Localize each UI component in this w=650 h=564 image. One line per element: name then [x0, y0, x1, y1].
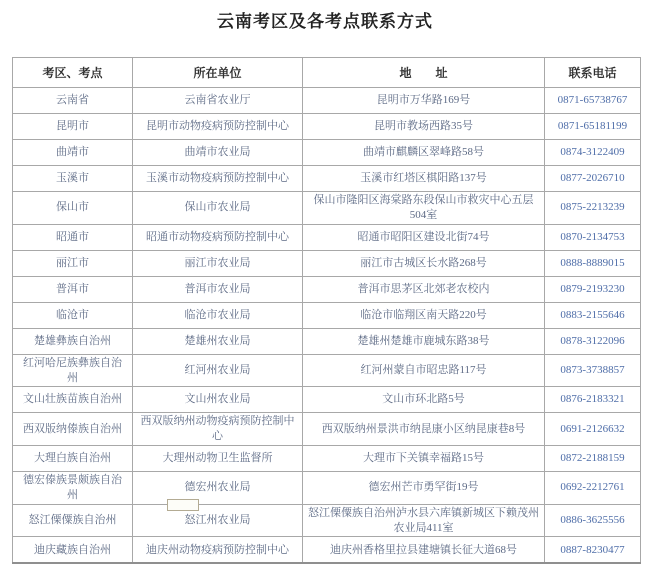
cell-phone: 0886-3625556	[545, 504, 641, 537]
cell-address: 红河州蒙自市昭忠路117号	[303, 354, 545, 387]
col-header-address: 地 址	[303, 58, 545, 88]
table-row	[13, 446, 641, 472]
table-row	[13, 537, 641, 564]
table-row	[13, 192, 641, 225]
cell-address: 迪庆州香格里拉县建塘镇长征大道68号	[303, 537, 545, 564]
cell-address: 昆明市教场西路35号	[303, 114, 545, 140]
table-row	[13, 387, 641, 413]
table-row	[13, 504, 641, 537]
table-body	[13, 88, 641, 564]
cell-phone: 0691-2126632	[545, 413, 641, 446]
cell-region: 保山市	[13, 192, 133, 225]
cell-phone: 0877-2026710	[545, 166, 641, 192]
cell-phone: 0883-2155646	[545, 302, 641, 328]
table-row	[13, 472, 641, 505]
cell-phone: 0872-2188159	[545, 446, 641, 472]
cell-phone: 0871-65181199	[545, 114, 641, 140]
cell-phone: 0874-3122409	[545, 140, 641, 166]
cell-unit: 文山州农业局	[133, 387, 303, 413]
cell-phone: 0873-3738857	[545, 354, 641, 387]
cell-unit: 西双版纳州动物疫病预防控制中心	[133, 413, 303, 446]
cell-region: 丽江市	[13, 250, 133, 276]
cell-address: 临沧市临翔区南天路220号	[303, 302, 545, 328]
cell-address: 文山市环北路5号	[303, 387, 545, 413]
cell-phone: 0878-3122096	[545, 328, 641, 354]
cell-region: 怒江傈僳族自治州	[13, 504, 133, 537]
cell-unit: 昆明市动物疫病预防控制中心	[133, 114, 303, 140]
cell-unit: 楚雄州农业局	[133, 328, 303, 354]
table-row	[13, 328, 641, 354]
cell-region: 玉溪市	[13, 166, 133, 192]
cell-region: 文山壮族苗族自治州	[13, 387, 133, 413]
cell-phone: 0879-2193230	[545, 276, 641, 302]
col-header-phone: 联系电话	[545, 58, 641, 88]
table-row	[13, 276, 641, 302]
cell-address: 曲靖市麒麟区翠峰路58号	[303, 140, 545, 166]
cell-phone: 0876-2183321	[545, 387, 641, 413]
col-header-region: 考区、考点	[13, 58, 133, 88]
col-header-unit: 所在单位	[133, 58, 303, 88]
cell-unit: 红河州农业局	[133, 354, 303, 387]
cell-address: 昭通市昭阳区建设北街74号	[303, 224, 545, 250]
cell-region: 红河哈尼族彝族自治州	[13, 354, 133, 387]
cell-region: 楚雄彝族自治州	[13, 328, 133, 354]
cell-region: 大理白族自治州	[13, 446, 133, 472]
table-header-row	[13, 58, 641, 88]
table-row	[13, 166, 641, 192]
cell-address: 楚雄州楚雄市鹿城东路38号	[303, 328, 545, 354]
contact-table	[12, 57, 641, 564]
table-row	[13, 250, 641, 276]
cell-region: 临沧市	[13, 302, 133, 328]
cell-region: 云南省	[13, 88, 133, 114]
cell-phone: 0887-8230477	[545, 537, 641, 564]
cell-address: 丽江市古城区长水路268号	[303, 250, 545, 276]
cell-phone: 0871-65738767	[545, 88, 641, 114]
cell-address: 怒江傈僳族自治州泸水县六库镇新城区下赖茂州农业局411室	[303, 504, 545, 537]
cell-address: 西双版纳州景洪市纳昆康小区纳昆康巷8号	[303, 413, 545, 446]
cell-unit: 怒江州农业局	[133, 504, 303, 537]
cell-address: 昆明市万华路169号	[303, 88, 545, 114]
table-row	[13, 413, 641, 446]
cell-region: 西双版纳傣族自治州	[13, 413, 133, 446]
cell-unit: 玉溪市动物疫病预防控制中心	[133, 166, 303, 192]
cell-unit: 迪庆州动物疫病预防控制中心	[133, 537, 303, 564]
table-row	[13, 140, 641, 166]
cell-address: 大理市下关镇幸福路15号	[303, 446, 545, 472]
cell-phone: 0870-2134753	[545, 224, 641, 250]
cell-region: 迪庆藏族自治州	[13, 537, 133, 564]
cell-unit: 昭通市动物疫病预防控制中心	[133, 224, 303, 250]
table-row	[13, 224, 641, 250]
cutoff-box	[167, 499, 199, 511]
table-row	[13, 88, 641, 114]
cell-unit: 德宏州农业局	[133, 472, 303, 505]
cell-region: 昭通市	[13, 224, 133, 250]
table-row	[13, 114, 641, 140]
cell-unit: 普洱市农业局	[133, 276, 303, 302]
cell-region: 昆明市	[13, 114, 133, 140]
cell-address: 玉溪市红塔区棋阳路137号	[303, 166, 545, 192]
cell-phone: 0888-8889015	[545, 250, 641, 276]
cell-unit: 云南省农业厅	[133, 88, 303, 114]
cell-unit: 曲靖市农业局	[133, 140, 303, 166]
page-title: 云南考区及各考点联系方式	[217, 12, 433, 31]
cell-unit: 保山市农业局	[133, 192, 303, 225]
table-row	[13, 302, 641, 328]
cell-address: 德宏州芒市勇罕街19号	[303, 472, 545, 505]
cell-unit: 临沧市农业局	[133, 302, 303, 328]
cell-region: 德宏傣族景颇族自治州	[13, 472, 133, 505]
cell-unit: 丽江市农业局	[133, 250, 303, 276]
cell-phone: 0692-2212761	[545, 472, 641, 505]
cell-unit: 大理州动物卫生监督所	[133, 446, 303, 472]
table-row	[13, 354, 641, 387]
cell-region: 普洱市	[13, 276, 133, 302]
cell-region: 曲靖市	[13, 140, 133, 166]
cell-address: 普洱市思茅区北郊老农校内	[303, 276, 545, 302]
cell-phone: 0875-2213239	[545, 192, 641, 225]
cell-address: 保山市隆阳区海棠路东段保山市救灾中心五层504室	[303, 192, 545, 225]
